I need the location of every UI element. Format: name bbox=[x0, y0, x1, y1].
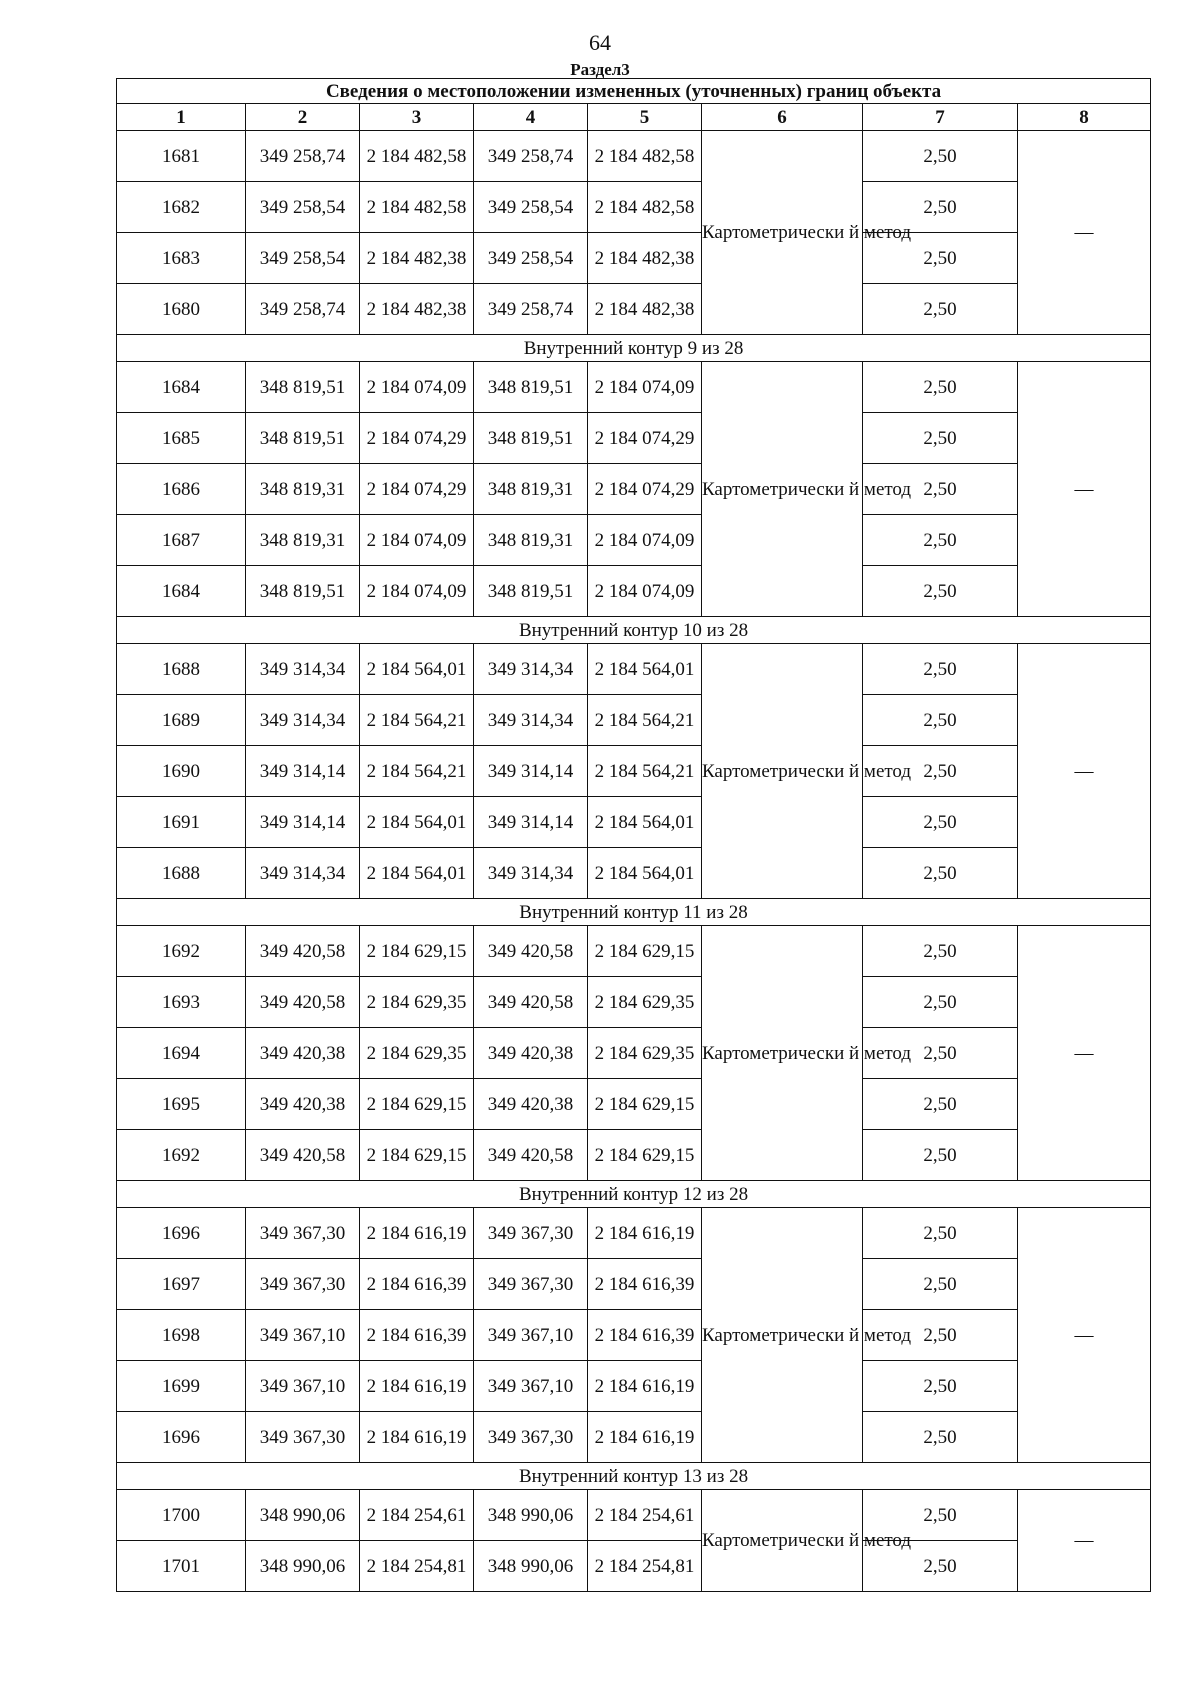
coordinate-cell: 349 258,54 bbox=[474, 182, 588, 233]
coordinate-cell: 349 258,74 bbox=[246, 284, 360, 335]
point-number-cell: 1695 bbox=[117, 1079, 246, 1130]
accuracy-cell: 2,50 bbox=[863, 926, 1018, 977]
coordinate-cell: 349 367,30 bbox=[246, 1412, 360, 1463]
coordinate-cell: 2 184 482,58 bbox=[588, 131, 702, 182]
coordinate-cell: 348 819,51 bbox=[474, 566, 588, 617]
point-number-cell: 1701 bbox=[117, 1541, 246, 1592]
point-number-cell: 1697 bbox=[117, 1259, 246, 1310]
point-number-cell: 1682 bbox=[117, 182, 246, 233]
coordinate-cell: 2 184 564,21 bbox=[588, 746, 702, 797]
coordinate-cell: 2 184 629,15 bbox=[360, 1079, 474, 1130]
point-number-cell: 1691 bbox=[117, 797, 246, 848]
accuracy-cell: 2,50 bbox=[863, 1028, 1018, 1079]
coordinate-cell: 349 420,58 bbox=[474, 926, 588, 977]
column-header: 5 bbox=[588, 104, 702, 131]
coordinate-cell: 349 314,34 bbox=[474, 644, 588, 695]
coordinate-cell: 348 819,51 bbox=[246, 362, 360, 413]
coordinate-cell: 2 184 482,58 bbox=[360, 131, 474, 182]
accuracy-cell: 2,50 bbox=[863, 746, 1018, 797]
coordinate-cell: 2 184 074,09 bbox=[588, 515, 702, 566]
point-number-cell: 1699 bbox=[117, 1361, 246, 1412]
table-row bbox=[117, 1310, 1151, 1361]
accuracy-cell: 2,50 bbox=[863, 1361, 1018, 1412]
coordinate-cell: 349 258,54 bbox=[474, 233, 588, 284]
coordinate-cell: 2 184 254,81 bbox=[360, 1541, 474, 1592]
coordinate-cell: 349 420,58 bbox=[474, 977, 588, 1028]
method-cell: Картометрически й метод bbox=[702, 926, 863, 1181]
coordinate-cell: 349 258,74 bbox=[474, 131, 588, 182]
coordinate-cell: 348 990,06 bbox=[474, 1490, 588, 1541]
coordinate-cell: 2 184 074,09 bbox=[588, 362, 702, 413]
coordinate-cell: 2 184 074,29 bbox=[588, 413, 702, 464]
table-row bbox=[117, 362, 1151, 413]
table-row bbox=[117, 1361, 1151, 1412]
coordinate-cell: 349 367,10 bbox=[474, 1361, 588, 1412]
table-row bbox=[117, 1130, 1151, 1181]
table-row bbox=[117, 1079, 1151, 1130]
accuracy-cell: 2,50 bbox=[863, 464, 1018, 515]
coordinate-cell: 349 420,58 bbox=[246, 1130, 360, 1181]
method-cell: Картометрически й метод bbox=[702, 362, 863, 617]
coordinate-cell: 2 184 616,19 bbox=[588, 1208, 702, 1259]
point-number-cell: 1688 bbox=[117, 848, 246, 899]
table-row bbox=[117, 1259, 1151, 1310]
coordinate-cell: 349 314,34 bbox=[474, 848, 588, 899]
note-cell: — bbox=[1018, 1490, 1151, 1592]
coordinate-cell: 349 314,34 bbox=[246, 848, 360, 899]
note-cell: — bbox=[1018, 926, 1151, 1181]
accuracy-cell: 2,50 bbox=[863, 284, 1018, 335]
method-cell: Картометрически й метод bbox=[702, 1490, 863, 1592]
point-number-cell: 1684 bbox=[117, 566, 246, 617]
coordinate-cell: 349 314,34 bbox=[474, 695, 588, 746]
coordinate-cell: 349 314,34 bbox=[246, 644, 360, 695]
point-number-cell: 1688 bbox=[117, 644, 246, 695]
coordinate-cell: 2 184 074,09 bbox=[588, 566, 702, 617]
table-row bbox=[117, 413, 1151, 464]
table-row bbox=[117, 926, 1151, 977]
coordinate-cell: 349 420,58 bbox=[246, 926, 360, 977]
coordinate-cell: 348 819,51 bbox=[246, 413, 360, 464]
coordinate-cell: 349 420,38 bbox=[246, 1028, 360, 1079]
coordinate-cell: 2 184 564,01 bbox=[360, 797, 474, 848]
coordinate-cell: 349 420,38 bbox=[474, 1028, 588, 1079]
point-number-cell: 1693 bbox=[117, 977, 246, 1028]
accuracy-cell: 2,50 bbox=[863, 131, 1018, 182]
coordinate-cell: 348 819,51 bbox=[474, 362, 588, 413]
point-number-cell: 1689 bbox=[117, 695, 246, 746]
table-row bbox=[117, 182, 1151, 233]
note-cell: — bbox=[1018, 644, 1151, 899]
coordinate-cell: 2 184 564,01 bbox=[588, 797, 702, 848]
coordinate-cell: 2 184 564,01 bbox=[360, 848, 474, 899]
column-header: 6 bbox=[702, 104, 863, 131]
coordinate-cell: 2 184 616,19 bbox=[588, 1412, 702, 1463]
coordinate-cell: 348 819,31 bbox=[474, 515, 588, 566]
section-title: Раздел3 bbox=[570, 60, 630, 79]
point-number-cell: 1687 bbox=[117, 515, 246, 566]
accuracy-cell: 2,50 bbox=[863, 977, 1018, 1028]
coordinate-cell: 349 420,38 bbox=[474, 1079, 588, 1130]
coordinate-cell: 349 314,14 bbox=[474, 797, 588, 848]
column-header: 8 bbox=[1018, 104, 1151, 131]
accuracy-cell: 2,50 bbox=[863, 1490, 1018, 1541]
coordinate-cell: 2 184 074,09 bbox=[360, 362, 474, 413]
coordinate-cell: 2 184 564,01 bbox=[360, 644, 474, 695]
point-number-cell: 1698 bbox=[117, 1310, 246, 1361]
coordinate-cell: 2 184 629,15 bbox=[588, 1130, 702, 1181]
table-row bbox=[117, 1028, 1151, 1079]
point-number-cell: 1686 bbox=[117, 464, 246, 515]
coordinate-cell: 2 184 629,15 bbox=[360, 926, 474, 977]
table-row bbox=[117, 746, 1151, 797]
accuracy-cell: 2,50 bbox=[863, 566, 1018, 617]
coordinate-cell: 349 314,14 bbox=[474, 746, 588, 797]
accuracy-cell: 2,50 bbox=[863, 644, 1018, 695]
point-number-cell: 1696 bbox=[117, 1412, 246, 1463]
table-row bbox=[117, 848, 1151, 899]
coordinate-cell: 2 184 074,09 bbox=[360, 566, 474, 617]
coordinate-cell: 2 184 629,15 bbox=[588, 926, 702, 977]
accuracy-cell: 2,50 bbox=[863, 695, 1018, 746]
coordinate-cell: 2 184 629,35 bbox=[360, 1028, 474, 1079]
coordinate-cell: 2 184 616,39 bbox=[588, 1259, 702, 1310]
coordinate-cell: 2 184 254,61 bbox=[360, 1490, 474, 1541]
accuracy-cell: 2,50 bbox=[863, 515, 1018, 566]
contour-label: Внутренний контур 9 из 28 bbox=[117, 335, 1151, 362]
coordinate-cell: 348 819,51 bbox=[474, 413, 588, 464]
note-cell: — bbox=[1018, 362, 1151, 617]
table-row bbox=[117, 284, 1151, 335]
table-row bbox=[117, 233, 1151, 284]
coordinate-cell: 2 184 564,21 bbox=[360, 746, 474, 797]
table-row bbox=[117, 1412, 1151, 1463]
coordinate-cell: 2 184 254,61 bbox=[588, 1490, 702, 1541]
coordinate-cell: 2 184 616,39 bbox=[360, 1259, 474, 1310]
coordinate-cell: 349 314,14 bbox=[246, 797, 360, 848]
coordinate-cell: 2 184 074,09 bbox=[360, 515, 474, 566]
point-number-cell: 1690 bbox=[117, 746, 246, 797]
coordinate-cell: 2 184 616,19 bbox=[360, 1412, 474, 1463]
contour-label-row bbox=[117, 899, 1151, 926]
accuracy-cell: 2,50 bbox=[863, 362, 1018, 413]
contour-label-row bbox=[117, 335, 1151, 362]
coordinate-cell: 349 420,38 bbox=[246, 1079, 360, 1130]
coordinate-cell: 2 184 564,01 bbox=[588, 644, 702, 695]
method-cell: Картометрически й метод bbox=[702, 131, 863, 335]
column-header-row bbox=[117, 104, 1151, 131]
column-header: 4 bbox=[474, 104, 588, 131]
note-cell: — bbox=[1018, 131, 1151, 335]
point-number-cell: 1692 bbox=[117, 926, 246, 977]
column-header: 7 bbox=[863, 104, 1018, 131]
point-number-cell: 1685 bbox=[117, 413, 246, 464]
coordinate-cell: 2 184 074,29 bbox=[360, 464, 474, 515]
coordinate-cell: 349 258,74 bbox=[246, 131, 360, 182]
coordinate-cell: 2 184 482,58 bbox=[588, 182, 702, 233]
coordinate-cell: 348 990,06 bbox=[474, 1541, 588, 1592]
contour-label: Внутренний контур 11 из 28 bbox=[117, 899, 1151, 926]
table-row bbox=[117, 566, 1151, 617]
point-number-cell: 1680 bbox=[117, 284, 246, 335]
coordinate-cell: 348 819,31 bbox=[246, 464, 360, 515]
contour-label-row bbox=[117, 1463, 1151, 1490]
coordinate-cell: 2 184 074,29 bbox=[588, 464, 702, 515]
column-header: 2 bbox=[246, 104, 360, 131]
column-header: 3 bbox=[360, 104, 474, 131]
accuracy-cell: 2,50 bbox=[863, 848, 1018, 899]
coordinate-cell: 349 258,74 bbox=[474, 284, 588, 335]
coordinate-cell: 2 184 616,19 bbox=[360, 1361, 474, 1412]
coordinate-cell: 2 184 629,35 bbox=[588, 1028, 702, 1079]
table-row bbox=[117, 1208, 1151, 1259]
coordinate-cell: 348 990,06 bbox=[246, 1490, 360, 1541]
accuracy-cell: 2,50 bbox=[863, 797, 1018, 848]
coordinate-cell: 2 184 482,38 bbox=[588, 284, 702, 335]
coordinate-cell: 2 184 564,21 bbox=[588, 695, 702, 746]
contour-label: Внутренний контур 12 из 28 bbox=[117, 1181, 1151, 1208]
coordinate-cell: 2 184 482,38 bbox=[588, 233, 702, 284]
point-number-cell: 1692 bbox=[117, 1130, 246, 1181]
coordinate-cell: 349 367,30 bbox=[474, 1208, 588, 1259]
accuracy-cell: 2,50 bbox=[863, 413, 1018, 464]
point-number-cell: 1683 bbox=[117, 233, 246, 284]
coordinate-cell: 2 184 616,39 bbox=[360, 1310, 474, 1361]
coordinate-cell: 349 367,30 bbox=[474, 1259, 588, 1310]
table-row bbox=[117, 797, 1151, 848]
accuracy-cell: 2,50 bbox=[863, 182, 1018, 233]
coordinate-cell: 348 819,51 bbox=[246, 566, 360, 617]
coordinate-cell: 349 258,54 bbox=[246, 182, 360, 233]
contour-label: Внутренний контур 13 из 28 bbox=[117, 1463, 1151, 1490]
table-row bbox=[117, 515, 1151, 566]
accuracy-cell: 2,50 bbox=[863, 233, 1018, 284]
point-number-cell: 1681 bbox=[117, 131, 246, 182]
table-caption-row bbox=[117, 79, 1151, 104]
coordinate-cell: 349 367,30 bbox=[246, 1208, 360, 1259]
coordinate-cell: 349 367,30 bbox=[474, 1412, 588, 1463]
page-number: 64 bbox=[589, 30, 611, 55]
coordinate-cell: 2 184 074,29 bbox=[360, 413, 474, 464]
point-number-cell: 1696 bbox=[117, 1208, 246, 1259]
accuracy-cell: 2,50 bbox=[863, 1208, 1018, 1259]
coordinate-cell: 349 367,10 bbox=[246, 1310, 360, 1361]
coordinate-cell: 349 258,54 bbox=[246, 233, 360, 284]
table-row bbox=[117, 1490, 1151, 1541]
coordinate-cell: 348 819,31 bbox=[474, 464, 588, 515]
coordinate-cell: 348 819,31 bbox=[246, 515, 360, 566]
accuracy-cell: 2,50 bbox=[863, 1130, 1018, 1181]
method-cell: Картометрически й метод bbox=[702, 644, 863, 899]
column-header: 1 bbox=[117, 104, 246, 131]
coordinate-cell: 2 184 629,15 bbox=[588, 1079, 702, 1130]
table-row bbox=[117, 644, 1151, 695]
contour-label: Внутренний контур 10 из 28 bbox=[117, 617, 1151, 644]
table-row bbox=[117, 464, 1151, 515]
coordinate-cell: 2 184 629,35 bbox=[360, 977, 474, 1028]
coordinate-cell: 349 314,14 bbox=[246, 746, 360, 797]
table-row bbox=[117, 131, 1151, 182]
coordinate-cell: 2 184 616,19 bbox=[588, 1361, 702, 1412]
coordinate-cell: 349 367,10 bbox=[246, 1361, 360, 1412]
coordinate-cell: 2 184 482,38 bbox=[360, 233, 474, 284]
accuracy-cell: 2,50 bbox=[863, 1079, 1018, 1130]
contour-label-row bbox=[117, 617, 1151, 644]
contour-label-row bbox=[117, 1181, 1151, 1208]
table-body bbox=[117, 79, 1151, 1592]
table-caption: Сведения о местоположении измененных (уточненных) границ объекта bbox=[117, 79, 1151, 104]
accuracy-cell: 2,50 bbox=[863, 1259, 1018, 1310]
coordinate-cell: 348 990,06 bbox=[246, 1541, 360, 1592]
table-row bbox=[117, 1541, 1151, 1592]
table-row bbox=[117, 977, 1151, 1028]
coordinate-cell: 349 420,58 bbox=[246, 977, 360, 1028]
coordinate-cell: 2 184 629,15 bbox=[360, 1130, 474, 1181]
coordinate-cell: 349 367,10 bbox=[474, 1310, 588, 1361]
accuracy-cell: 2,50 bbox=[863, 1412, 1018, 1463]
coordinate-cell: 2 184 564,01 bbox=[588, 848, 702, 899]
coordinate-cell: 349 420,58 bbox=[474, 1130, 588, 1181]
coordinate-cell: 2 184 616,19 bbox=[360, 1208, 474, 1259]
point-number-cell: 1684 bbox=[117, 362, 246, 413]
coordinate-cell: 349 314,34 bbox=[246, 695, 360, 746]
boundary-coordinates-table bbox=[116, 78, 1151, 1592]
note-cell: — bbox=[1018, 1208, 1151, 1463]
coordinate-cell: 2 184 482,58 bbox=[360, 182, 474, 233]
coordinate-cell: 2 184 482,38 bbox=[360, 284, 474, 335]
point-number-cell: 1694 bbox=[117, 1028, 246, 1079]
coordinate-cell: 2 184 564,21 bbox=[360, 695, 474, 746]
table-row bbox=[117, 695, 1151, 746]
coordinate-cell: 2 184 254,81 bbox=[588, 1541, 702, 1592]
accuracy-cell: 2,50 bbox=[863, 1541, 1018, 1592]
coordinate-cell: 2 184 616,39 bbox=[588, 1310, 702, 1361]
coordinate-cell: 349 367,30 bbox=[246, 1259, 360, 1310]
coordinate-cell: 2 184 629,35 bbox=[588, 977, 702, 1028]
point-number-cell: 1700 bbox=[117, 1490, 246, 1541]
accuracy-cell: 2,50 bbox=[863, 1310, 1018, 1361]
method-cell: Картометрически й метод bbox=[702, 1208, 863, 1463]
